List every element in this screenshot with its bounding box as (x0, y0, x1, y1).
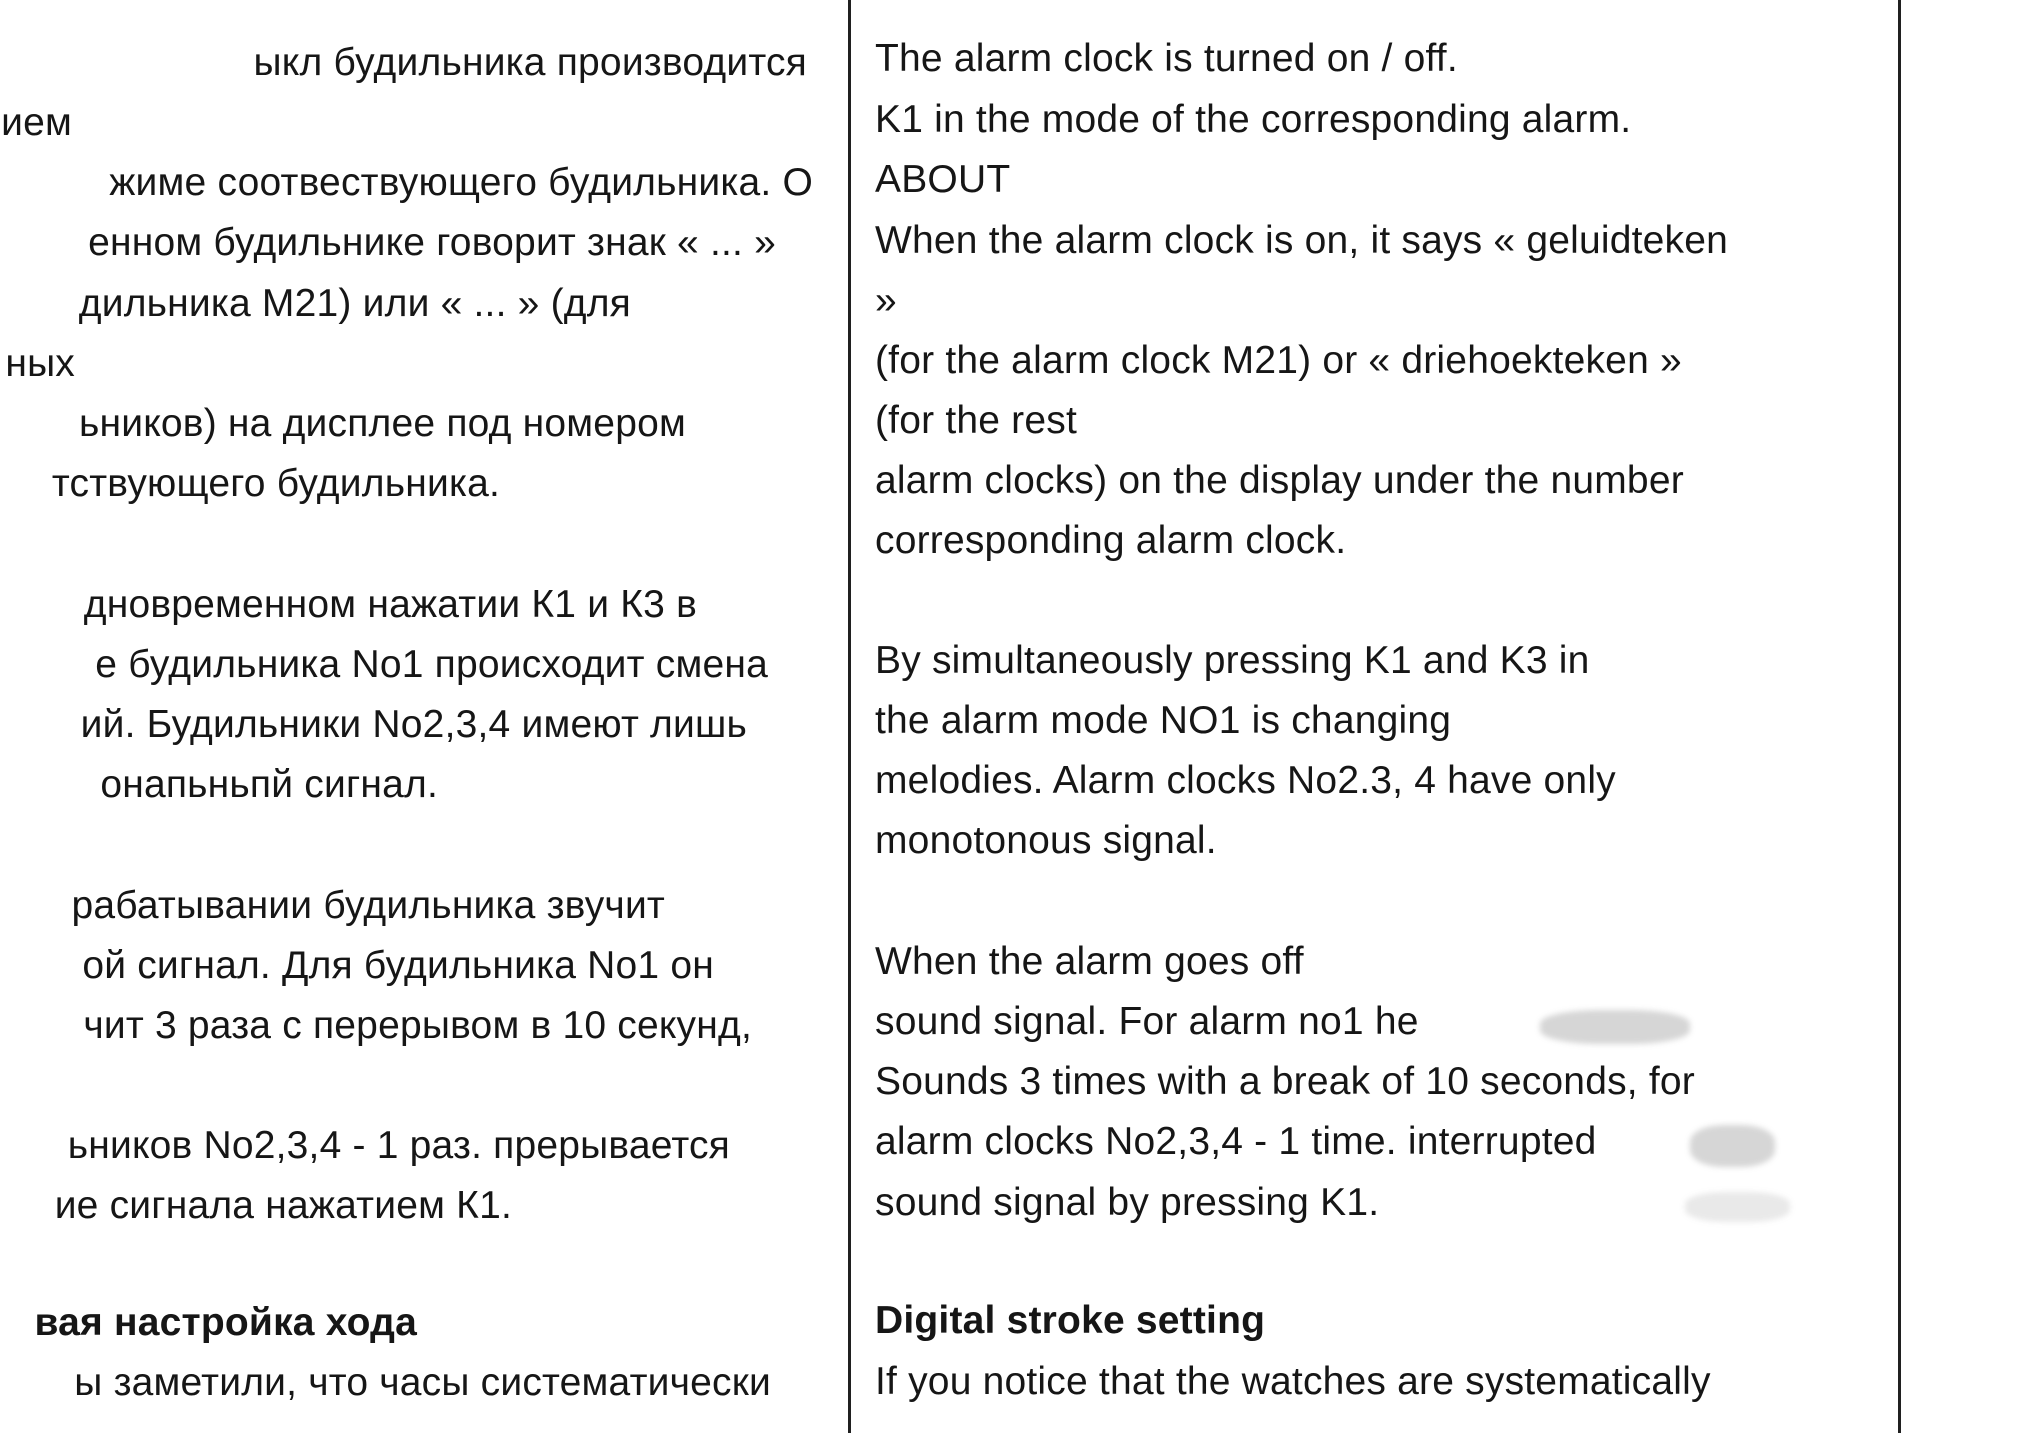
left-line: ьников No2,3,4 - 1 раз. прерывается (67, 1124, 730, 1167)
right-line: sound signal by pressing K1. (875, 1181, 1380, 1224)
left-line: енном будильнике говорит знак « ... » (88, 221, 776, 264)
left-line: ных (5, 342, 75, 385)
right-line: sound signal. For alarm no1 he (875, 1000, 1419, 1043)
left-line: онапьньпй сигнал. (100, 763, 438, 806)
left-line: е будильника No1 происходит смена (95, 643, 768, 686)
right-line: When the alarm clock is on, it says « geluidteken (875, 219, 1729, 262)
left-line: ий. Будильники No2,3,4 имеют лишь (80, 703, 747, 746)
left-line: ьников) на дисплее под номером (78, 402, 686, 445)
right-line: If you notice that the watches are systematically (875, 1360, 1711, 1403)
left-line: тствующего будильника. (51, 462, 500, 505)
right-line: alarm clocks No2,3,4 - 1 time. interrupted (875, 1120, 1597, 1163)
right-line: alarm clocks) on the display under the number (875, 459, 1684, 502)
column-divider-right (1898, 0, 1901, 1433)
right-line: the alarm mode NO1 is changing (875, 699, 1452, 742)
left-line: чит 3 раза с перерывом в 10 секунд, (83, 1004, 752, 1047)
scan-smudge (1540, 1010, 1690, 1044)
left-line: рабатывании будильника звучит (71, 884, 665, 927)
left-line: ой сигнал. Для будильника No1 он (82, 944, 714, 987)
scan-smudge (1690, 1125, 1775, 1167)
left-line: дильника M21) или « ... » (для (78, 282, 631, 325)
right-line: K1 in the mode of the corresponding alarm. (875, 98, 1632, 141)
right-line: » (875, 279, 897, 322)
right-line: When the alarm goes off (875, 940, 1304, 983)
right-section-heading: Digital stroke setting (875, 1299, 1266, 1342)
left-line: жиме соотвествующего будильника. О (109, 161, 813, 204)
left-line: ыкл будильника производится (253, 41, 807, 84)
right-line: By simultaneously pressing K1 and K3 in (875, 639, 1590, 682)
right-line: melodies. Alarm clocks No2.3, 4 have only (875, 759, 1616, 802)
right-line: Sounds 3 times with a break of 10 seconds, for (875, 1060, 1695, 1103)
right-line: corresponding alarm clock. (875, 519, 1347, 562)
english-text-column (850, 0, 1896, 1433)
right-line: The alarm clock is turned on / off. (875, 37, 1458, 80)
left-line: ием (1, 101, 72, 144)
left-line: дновременном нажатии К1 и К3 в (83, 583, 697, 626)
scan-smudge (1685, 1192, 1790, 1222)
russian-text-column (0, 0, 845, 1433)
right-line: monotonous signal. (875, 819, 1217, 862)
right-line: (for the rest (875, 399, 1077, 442)
left-section-heading: вая настройка хода (34, 1301, 417, 1344)
left-line: ы заметили, что часы систематически (74, 1361, 771, 1404)
left-line: ие сигнала нажатием К1. (54, 1184, 512, 1227)
right-line: ABOUT (875, 158, 1011, 201)
right-line: (for the alarm clock M21) or « driehoekteken » (875, 339, 1682, 382)
